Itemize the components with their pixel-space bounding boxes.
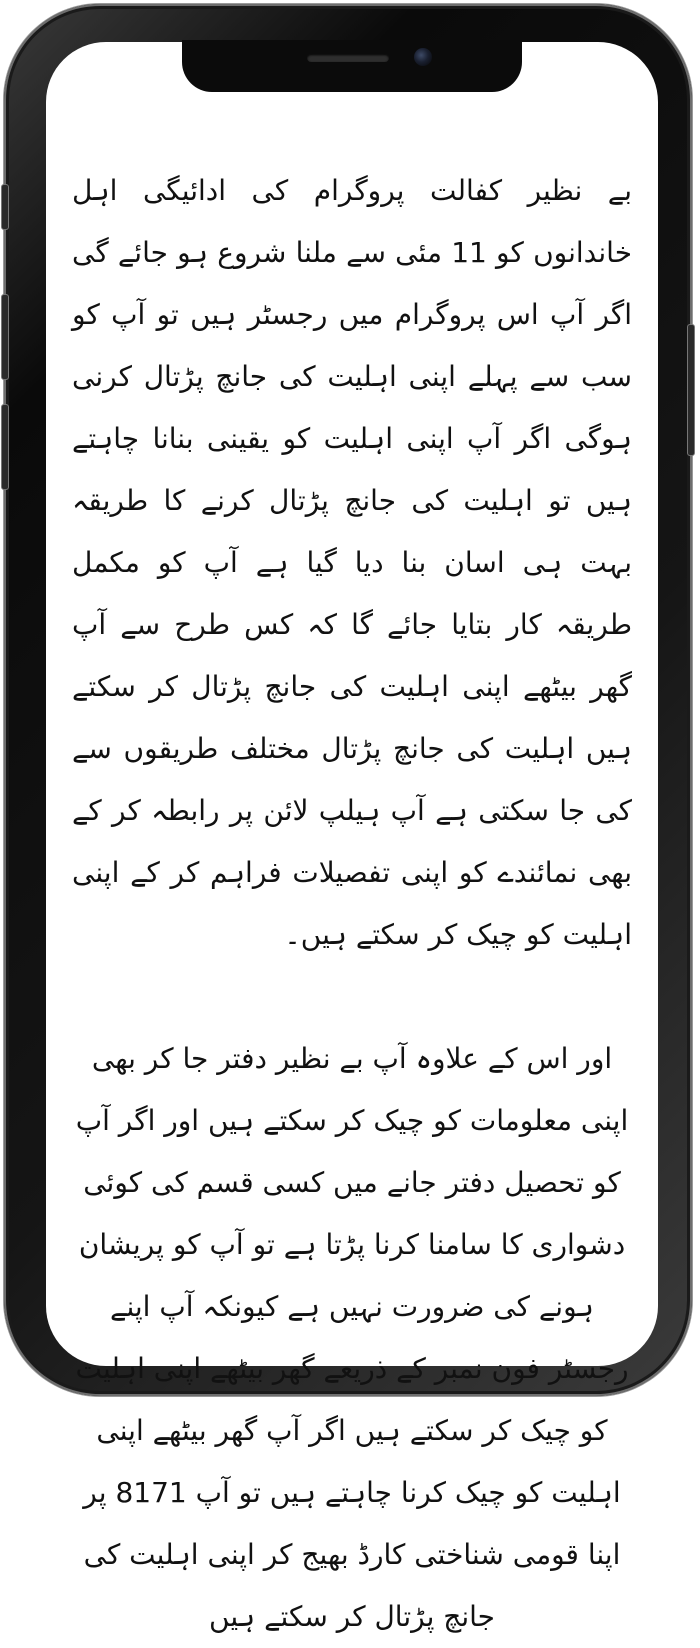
phone-screen — [46, 42, 658, 1633]
notch — [182, 40, 522, 92]
front-camera-icon — [414, 48, 432, 66]
article-paragraph-1: بے نظیر کفالت پروگرام کی ادائیگی اہل خاندانوں کو 11 مئی سے ملنا شروع ہو جائے گی اگر آپ اس پروگرام میں رجسٹر ہیں تو آپ کو سب سے پہلے اپنی اہلیت کی جانچ پڑتال کرنی ہوگی اگر آپ اپنی اہلیت کو یقینی بنانا چاہتے ہیں تو اہلیت کی جانچ پڑتال کرنے کا طریقہ بہت ہی اسان بنا دیا گیا ہے آپ کو مکمل طریقہ کار بتایا جائے گا کہ کس طرح سے آپ گھر بیٹھے اپنی اہلیت کی جانچ پڑتال کر سکتے ہیں اہلیت کی جانچ پڑتال مختلف طریقوں سے کی جا سکتی ہے آپ ہیلپ لائن پر رابطہ کر کے بھی نمائندے کو اپنی تفصیلات فراہم کر کے اپنی اہلیت کو چیک کر سکتے ہیں۔ — [72, 174, 632, 951]
article-body — [72, 160, 632, 1648]
volume-up-button — [1, 294, 9, 380]
phone-frame — [4, 4, 692, 1633]
power-button — [687, 324, 695, 456]
article-paragraph-2: اور اس کے علاوہ آپ بے نظیر دفتر جا کر بھی اپنی معلومات کو چیک کر سکتے ہیں اور اگر آپ کو تحصیل دفتر جانے میں کسی قسم کی کوئی دشواری کا سامنا کرنا پڑتا ہے تو آپ کو پریشان ہونے کی ضرورت نہیں ہے کیونکہ آپ اپنے رجسٹر فون نمبر کے ذریعے گھر بیٹھے اپنی اہلیت کو چیک کر سکتے ہیں اگر آپ گھر بیٹھے اپنی اہلیت کو چیک کرنا چاہتے ہیں تو آپ 8171 پر اپنا قومی شناختی کارڈ بھیج کر اپنی اہلیت کی جانچ پڑتال کر سکتے ہیں — [75, 1042, 629, 1633]
volume-down-button — [1, 404, 9, 490]
silent-switch — [1, 184, 9, 230]
speaker-grille — [307, 54, 389, 62]
